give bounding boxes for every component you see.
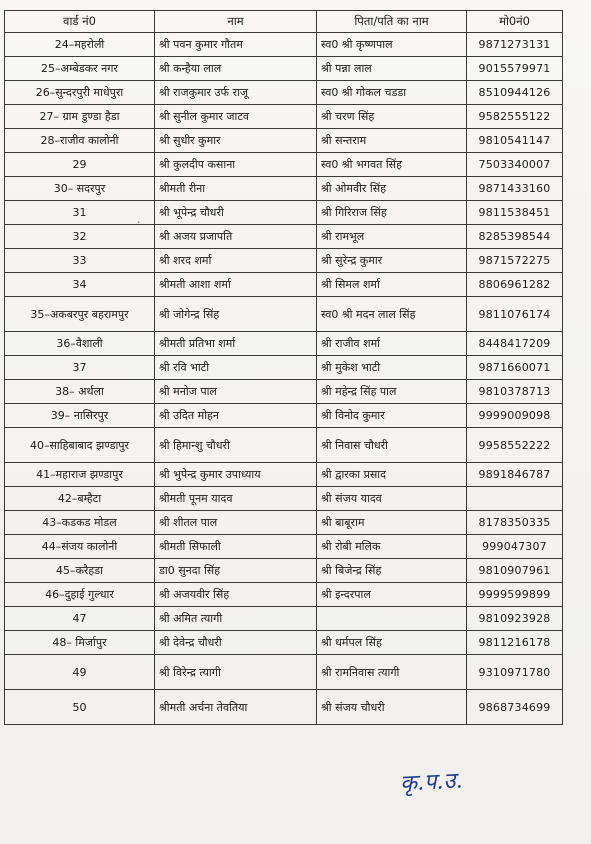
cell-father: श्री महेन्द्र सिंह पाल (317, 380, 467, 404)
cell-mobile: 9810541147 (467, 129, 563, 153)
cell-father: श्री बिजेन्द्र सिंह (317, 559, 467, 583)
table-row (5, 559, 563, 583)
cell-name: श्री पवन कुमार गौतम (155, 33, 317, 57)
cell-ward: 34 (5, 273, 155, 297)
cell-mobile: 9999009098 (467, 404, 563, 428)
cell-name: श्री मनोज पाल (155, 380, 317, 404)
table-row (5, 607, 563, 631)
cell-name: श्री जोगेन्द्र सिंह (155, 297, 317, 332)
table-row (5, 297, 563, 332)
table-row (5, 428, 563, 463)
table-row (5, 690, 563, 725)
cell-name: श्री उदित मोहन (155, 404, 317, 428)
cell-ward: 39– नासिरपुर (5, 404, 155, 428)
cell-ward: 40–साहिबाबाद झण्डापुर (5, 428, 155, 463)
cell-name: श्री भुपेन्द्र कुमार उपाध्याय (155, 463, 317, 487)
cell-mobile: 9582555122 (467, 105, 563, 129)
cell-ward: 32 (5, 225, 155, 249)
cell-father: स्व0 श्री भगवत सिंह (317, 153, 467, 177)
cell-father: श्री चरण सिंह (317, 105, 467, 129)
cell-mobile: 9310971780 (467, 655, 563, 690)
cell-name: श्रीमती अर्चना तेवतिया (155, 690, 317, 725)
cell-mobile: 9999599899 (467, 583, 563, 607)
cell-mobile: 9015579971 (467, 57, 563, 81)
table-row (5, 583, 563, 607)
header-mobile: मो0नं0 (467, 11, 563, 33)
cell-ward: 46–दुहाई गुल्धार (5, 583, 155, 607)
cell-name: श्रीमती पूनम यादव (155, 487, 317, 511)
cell-mobile: 9811216178 (467, 631, 563, 655)
cell-mobile: 9871660071 (467, 356, 563, 380)
cell-ward: 38– अर्थला (5, 380, 155, 404)
table-row (5, 177, 563, 201)
cell-mobile (467, 487, 563, 511)
cell-father: श्री निवास चौधरी (317, 428, 467, 463)
table-row (5, 153, 563, 177)
cell-ward: 35–अकबरपुर बहरामपुर (5, 297, 155, 332)
cell-father: श्री सिमल शर्मा (317, 273, 467, 297)
cell-father: स्व0 श्री गोकल चडडा (317, 81, 467, 105)
cell-name: श्रीमती सिफाली (155, 535, 317, 559)
table-row (5, 225, 563, 249)
cell-ward: 29 (5, 153, 155, 177)
stray-mark: ` (137, 221, 141, 230)
cell-name: श्री सुनील कुमार जाटव (155, 105, 317, 129)
table-row (5, 129, 563, 153)
cell-ward: 44–संजय कालोनी (5, 535, 155, 559)
cell-father: श्री रामभूल (317, 225, 467, 249)
table-row (5, 535, 563, 559)
cell-ward: 26–सुन्दरपुरी माधेपुरा (5, 81, 155, 105)
cell-name: श्री कन्हैया लाल (155, 57, 317, 81)
cell-mobile: 9810907961 (467, 559, 563, 583)
cell-mobile: 8448417209 (467, 332, 563, 356)
cell-ward: 33 (5, 249, 155, 273)
cell-ward: 47 (5, 607, 155, 631)
cell-mobile: 9958552222 (467, 428, 563, 463)
cell-father: श्री सुरेन्द्र कुमार (317, 249, 467, 273)
cell-name: श्रीमती रीना (155, 177, 317, 201)
cell-name: श्री शीतल पाल (155, 511, 317, 535)
ward-table (4, 10, 563, 725)
cell-father: श्री पन्ना लाल (317, 57, 467, 81)
cell-father: श्री गिरिराज सिंह (317, 201, 467, 225)
cell-father: श्री बाबूराम (317, 511, 467, 535)
cell-father: श्री मुकेश भाटी (317, 356, 467, 380)
cell-mobile: 7503340007 (467, 153, 563, 177)
table-row (5, 463, 563, 487)
cell-ward: 49 (5, 655, 155, 690)
table-row (5, 201, 563, 225)
cell-name: श्री अमित त्यागी (155, 607, 317, 631)
cell-mobile: 9868734699 (467, 690, 563, 725)
cell-father: श्री राजीव शर्मा (317, 332, 467, 356)
table-row (5, 249, 563, 273)
cell-mobile: 9871433160 (467, 177, 563, 201)
cell-mobile: 9810378713 (467, 380, 563, 404)
cell-mobile: 9891846787 (467, 463, 563, 487)
cell-father: श्री संजय चौधरी (317, 690, 467, 725)
cell-ward: 37 (5, 356, 155, 380)
table-row (5, 631, 563, 655)
signature: कृ.प.उ. (399, 768, 464, 797)
header-name: नाम (155, 11, 317, 33)
cell-ward: 36–वैशाली (5, 332, 155, 356)
table-row (5, 511, 563, 535)
cell-father: श्री धर्मपल सिंह (317, 631, 467, 655)
cell-name: श्री भूपेन्द्र चौधरी (155, 201, 317, 225)
table-row (5, 105, 563, 129)
cell-father: श्री इन्दरपाल (317, 583, 467, 607)
cell-father: श्री रामनिवास त्यागी (317, 655, 467, 690)
cell-name: श्री हिमान्शु चौधरी (155, 428, 317, 463)
cell-ward: 42–बम्हैटा (5, 487, 155, 511)
header-ward: वार्ड नं0 (5, 11, 155, 33)
cell-father: स्व0 श्री कृष्णपाल (317, 33, 467, 57)
table-row (5, 380, 563, 404)
table-row (5, 404, 563, 428)
cell-father: स्व0 श्री मदन लाल सिंह (317, 297, 467, 332)
table-row (5, 33, 563, 57)
cell-mobile: 9871273131 (467, 33, 563, 57)
cell-name: श्री देवेन्द्र चौधरी (155, 631, 317, 655)
cell-name: श्री सुधीर कुमार (155, 129, 317, 153)
cell-mobile: 8178350335 (467, 511, 563, 535)
table-row (5, 81, 563, 105)
cell-mobile: 9811538451 (467, 201, 563, 225)
cell-father: श्री रोबी मलिक (317, 535, 467, 559)
table-row (5, 655, 563, 690)
cell-name: श्री राजकुमार उर्फ राजू (155, 81, 317, 105)
cell-ward: 50 (5, 690, 155, 725)
cell-name: श्रीमती आशा शर्मा (155, 273, 317, 297)
cell-name: श्री विरेन्द्र त्यागी (155, 655, 317, 690)
cell-father (317, 607, 467, 631)
cell-mobile: 999047307 (467, 535, 563, 559)
cell-ward: 41–महाराज झण्डापुर (5, 463, 155, 487)
cell-father: श्री सन्तराम (317, 129, 467, 153)
cell-father: श्री विनोद कुमार (317, 404, 467, 428)
table-body (5, 33, 563, 725)
cell-mobile: 9811076174 (467, 297, 563, 332)
cell-name: श्री कुलदीप कसाना (155, 153, 317, 177)
table-row (5, 487, 563, 511)
table-row (5, 356, 563, 380)
cell-mobile: 8806961282 (467, 273, 563, 297)
cell-mobile: 9871572275 (467, 249, 563, 273)
cell-ward: 24–महरोली (5, 33, 155, 57)
cell-ward: 25–अम्बेडकर नगर (5, 57, 155, 81)
cell-ward: 27– ग्राम डुण्डा हैडा (5, 105, 155, 129)
cell-name: श्री अजय प्रजापति (155, 225, 317, 249)
header-row (5, 11, 563, 33)
cell-name: डा0 सुनदा सिंह (155, 559, 317, 583)
cell-ward: 30– सदरपुर (5, 177, 155, 201)
cell-name: श्री शरद शर्मा (155, 249, 317, 273)
cell-ward: 45–करैहडा (5, 559, 155, 583)
cell-name: श्री अजयवीर सिंह (155, 583, 317, 607)
header-father: पिता/पति का नाम (317, 11, 467, 33)
table-row (5, 57, 563, 81)
cell-father: श्री ओमवीर सिंह (317, 177, 467, 201)
cell-name: श्री रवि भाटी (155, 356, 317, 380)
table-row (5, 273, 563, 297)
cell-father: श्री द्वारका प्रसाद (317, 463, 467, 487)
cell-ward: 48– मिर्जापुर (5, 631, 155, 655)
cell-mobile: 8285398544 (467, 225, 563, 249)
cell-name: श्रीमती प्रतिभा शर्मा (155, 332, 317, 356)
table-row (5, 332, 563, 356)
cell-mobile: 8510944126 (467, 81, 563, 105)
cell-ward: 43–कडकड मोडल (5, 511, 155, 535)
cell-ward: 31 (5, 201, 155, 225)
cell-ward: 28–राजीव कालोनी (5, 129, 155, 153)
cell-father: श्री संजय यादव (317, 487, 467, 511)
cell-mobile: 9810923928 (467, 607, 563, 631)
